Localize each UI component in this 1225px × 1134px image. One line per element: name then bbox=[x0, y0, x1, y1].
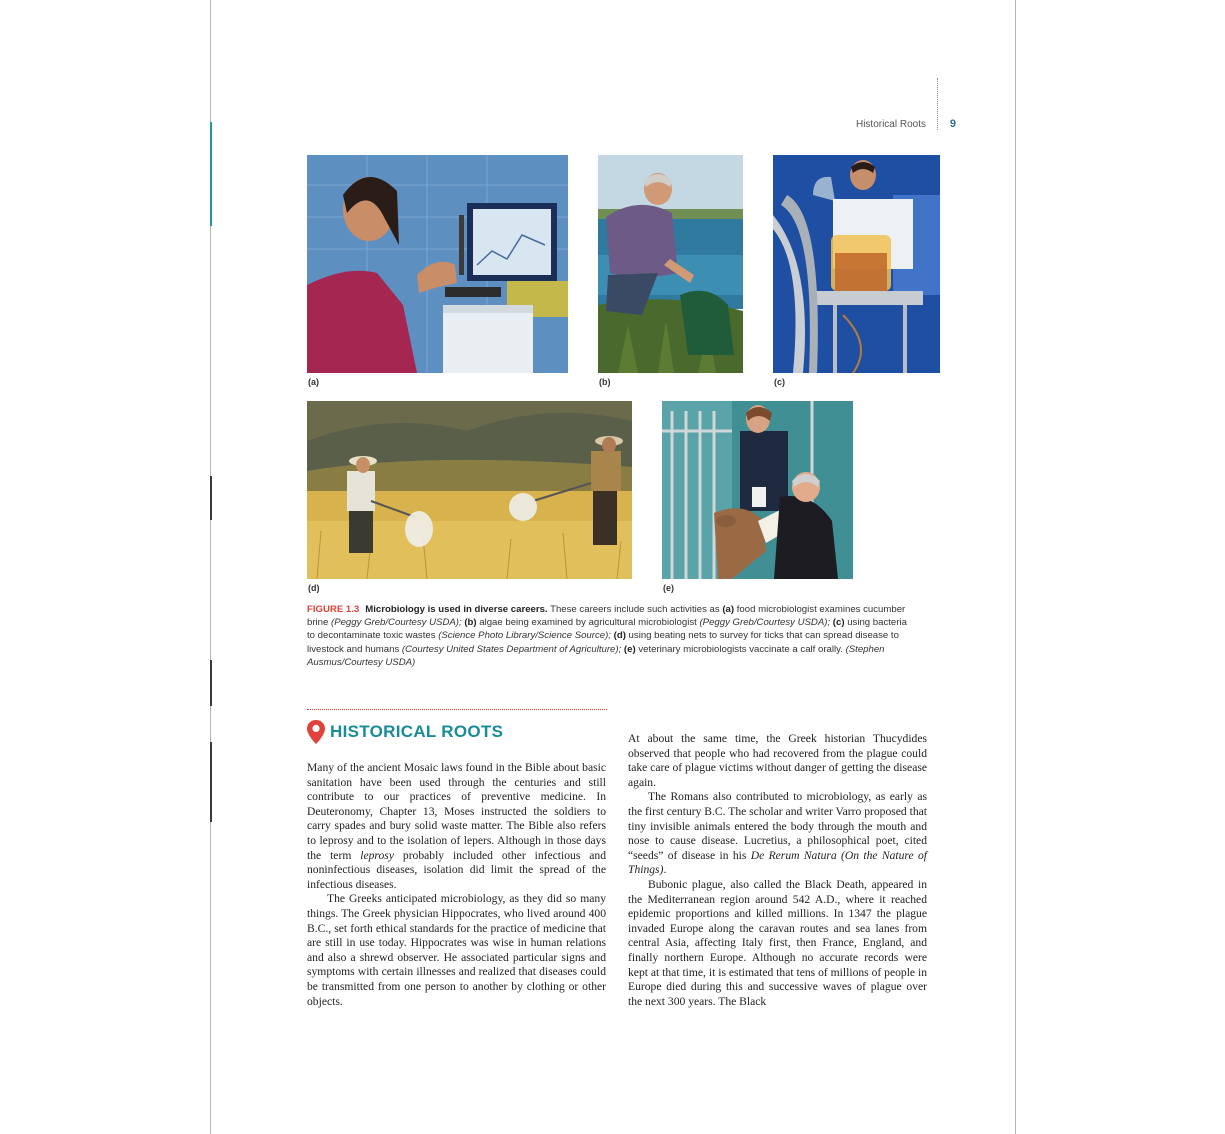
photo-e-calf-vaccination bbox=[662, 401, 853, 579]
caption-label-c: (c) bbox=[832, 617, 845, 629]
paragraph-text: probably included other infectious and noninfectious diseases, isolation did limit the spread of the infectious diseases. bbox=[307, 848, 606, 891]
margin-tab-marker bbox=[210, 122, 212, 226]
page-edge-right bbox=[1015, 0, 1016, 1134]
running-head-divider bbox=[937, 78, 938, 130]
margin-bar-2 bbox=[210, 660, 212, 706]
running-head bbox=[760, 118, 956, 132]
paragraph-greeks: The Greeks anticipated microbiology, as they did so many things. The Greek physician Hippocrates, who lived around 400 B.C., set forth ethical standards for the practice of medicine that are still in use today. Hippocrates was wise in human relations and also a shrewd observer. He associated particular signs and symptoms with certain illnesses and realized that diseases could be transmitted from one person to another by clothing or other objects. bbox=[307, 892, 606, 1008]
figure-number: FIGURE 1.3 bbox=[307, 604, 360, 615]
caption-credit-a: (Peggy Greb/Courtesy USDA); bbox=[331, 617, 462, 629]
paragraph-mosaic-laws bbox=[307, 761, 606, 892]
margin-bar-1 bbox=[210, 476, 212, 520]
paragraph-bubonic-plague: Bubonic plague, also called the Black Death, appeared in the Mediterranean region around 542 A.D., where it reached epidemic proportions and killed millions. In 1347 the plague invaded Europe along the caravan routes and sea lanes from central Asia, affecting Italy first, then France, England, and finally northern Europe. Although no accurate records were kept at that time, it is estimated that tens of millions of people in Europe died during this and successive waves of plague over the next 300 years. The Black bbox=[628, 877, 927, 1008]
caption-text-e: veterinary microbiologists vaccinate a calf orally. bbox=[635, 643, 846, 655]
paragraph-text: Many of the ancient Mosaic laws found in the Bible about basic sanitation have been used through the centuries and still contribute to our practices of preventive medicine. In Deuteronomy, Chapter 13, Moses instructed the soldiers to carry spades and bury solid waste matter. The Bible also refers to leprosy and to the isolation of lepers. Although in those days the term bbox=[307, 761, 606, 862]
section-title: HISTORICAL ROOTS bbox=[330, 722, 504, 741]
panel-label-e: (e) bbox=[663, 583, 674, 593]
paragraph-text: . bbox=[663, 863, 667, 877]
caption-text-b: algae being examined by agricultural microbiologist bbox=[476, 617, 700, 629]
photo-d-field-nets bbox=[307, 401, 632, 579]
margin-bar-3 bbox=[210, 742, 212, 822]
paragraph-thucydides: At about the same time, the Greek historian Thucydides observed that people who had recovered from the plague could take care of plague victims without danger of getting the disease again. bbox=[628, 732, 927, 789]
caption-credit-c: (Science Photo Library/Science Source); bbox=[438, 630, 611, 642]
caption-label-e: (e) bbox=[623, 643, 636, 655]
section-divider bbox=[307, 709, 607, 710]
panel-label-d: (d) bbox=[308, 583, 320, 593]
panel-label-b: (b) bbox=[599, 377, 611, 387]
caption-label-b: (b) bbox=[464, 617, 477, 629]
emphasis-title: De Rerum Natura (On the Nature of Things) bbox=[628, 848, 927, 877]
caption-text-a: food microbiologist examines cucumber brine bbox=[307, 604, 906, 629]
caption-credit-d: (Courtesy United States Department of Agriculture); bbox=[401, 643, 622, 655]
location-pin-icon bbox=[307, 720, 325, 744]
section-heading bbox=[307, 720, 503, 744]
body-column-right bbox=[628, 732, 927, 1009]
caption-text-c: using bacteria to decontaminate toxic wastes bbox=[307, 617, 907, 642]
panel-label-c: (c) bbox=[774, 377, 785, 387]
photo-b-pond-algae bbox=[598, 155, 743, 373]
figure-caption bbox=[307, 603, 917, 669]
caption-label-d: (d) bbox=[613, 630, 626, 642]
panel-label-a: (a) bbox=[308, 377, 319, 387]
caption-label-a: (a) bbox=[722, 604, 735, 615]
caption-text-d: using beating nets to survey for ticks that can spread disease to livestock and humans bbox=[307, 630, 899, 655]
running-head-title: Historical Roots bbox=[855, 119, 926, 130]
caption-credit-e: (Stephen Ausmus/Courtesy USDA) bbox=[307, 643, 885, 668]
caption-text-intro: These careers include such activities as bbox=[547, 604, 723, 615]
photo-c-bioreactor bbox=[773, 155, 940, 373]
figure-title: Microbiology is used in diverse careers. bbox=[365, 604, 548, 615]
paragraph-romans bbox=[628, 790, 927, 878]
page-number: 9 bbox=[949, 118, 956, 130]
emphasis-term: leprosy bbox=[360, 848, 394, 862]
body-column-left bbox=[307, 761, 606, 1009]
paragraph-text: The Romans also contributed to microbiology, as early as the first century B.C. The scholar and writer Varro proposed that tiny invisible animals entered the body through the mouth and nose to cause disease. Lucretius, a philosophical poet, cited “seeds” of disease in his bbox=[628, 790, 927, 862]
photo-a-lab-pipette bbox=[307, 155, 568, 373]
caption-credit-b: (Peggy Greb/Courtesy USDA); bbox=[699, 617, 831, 629]
